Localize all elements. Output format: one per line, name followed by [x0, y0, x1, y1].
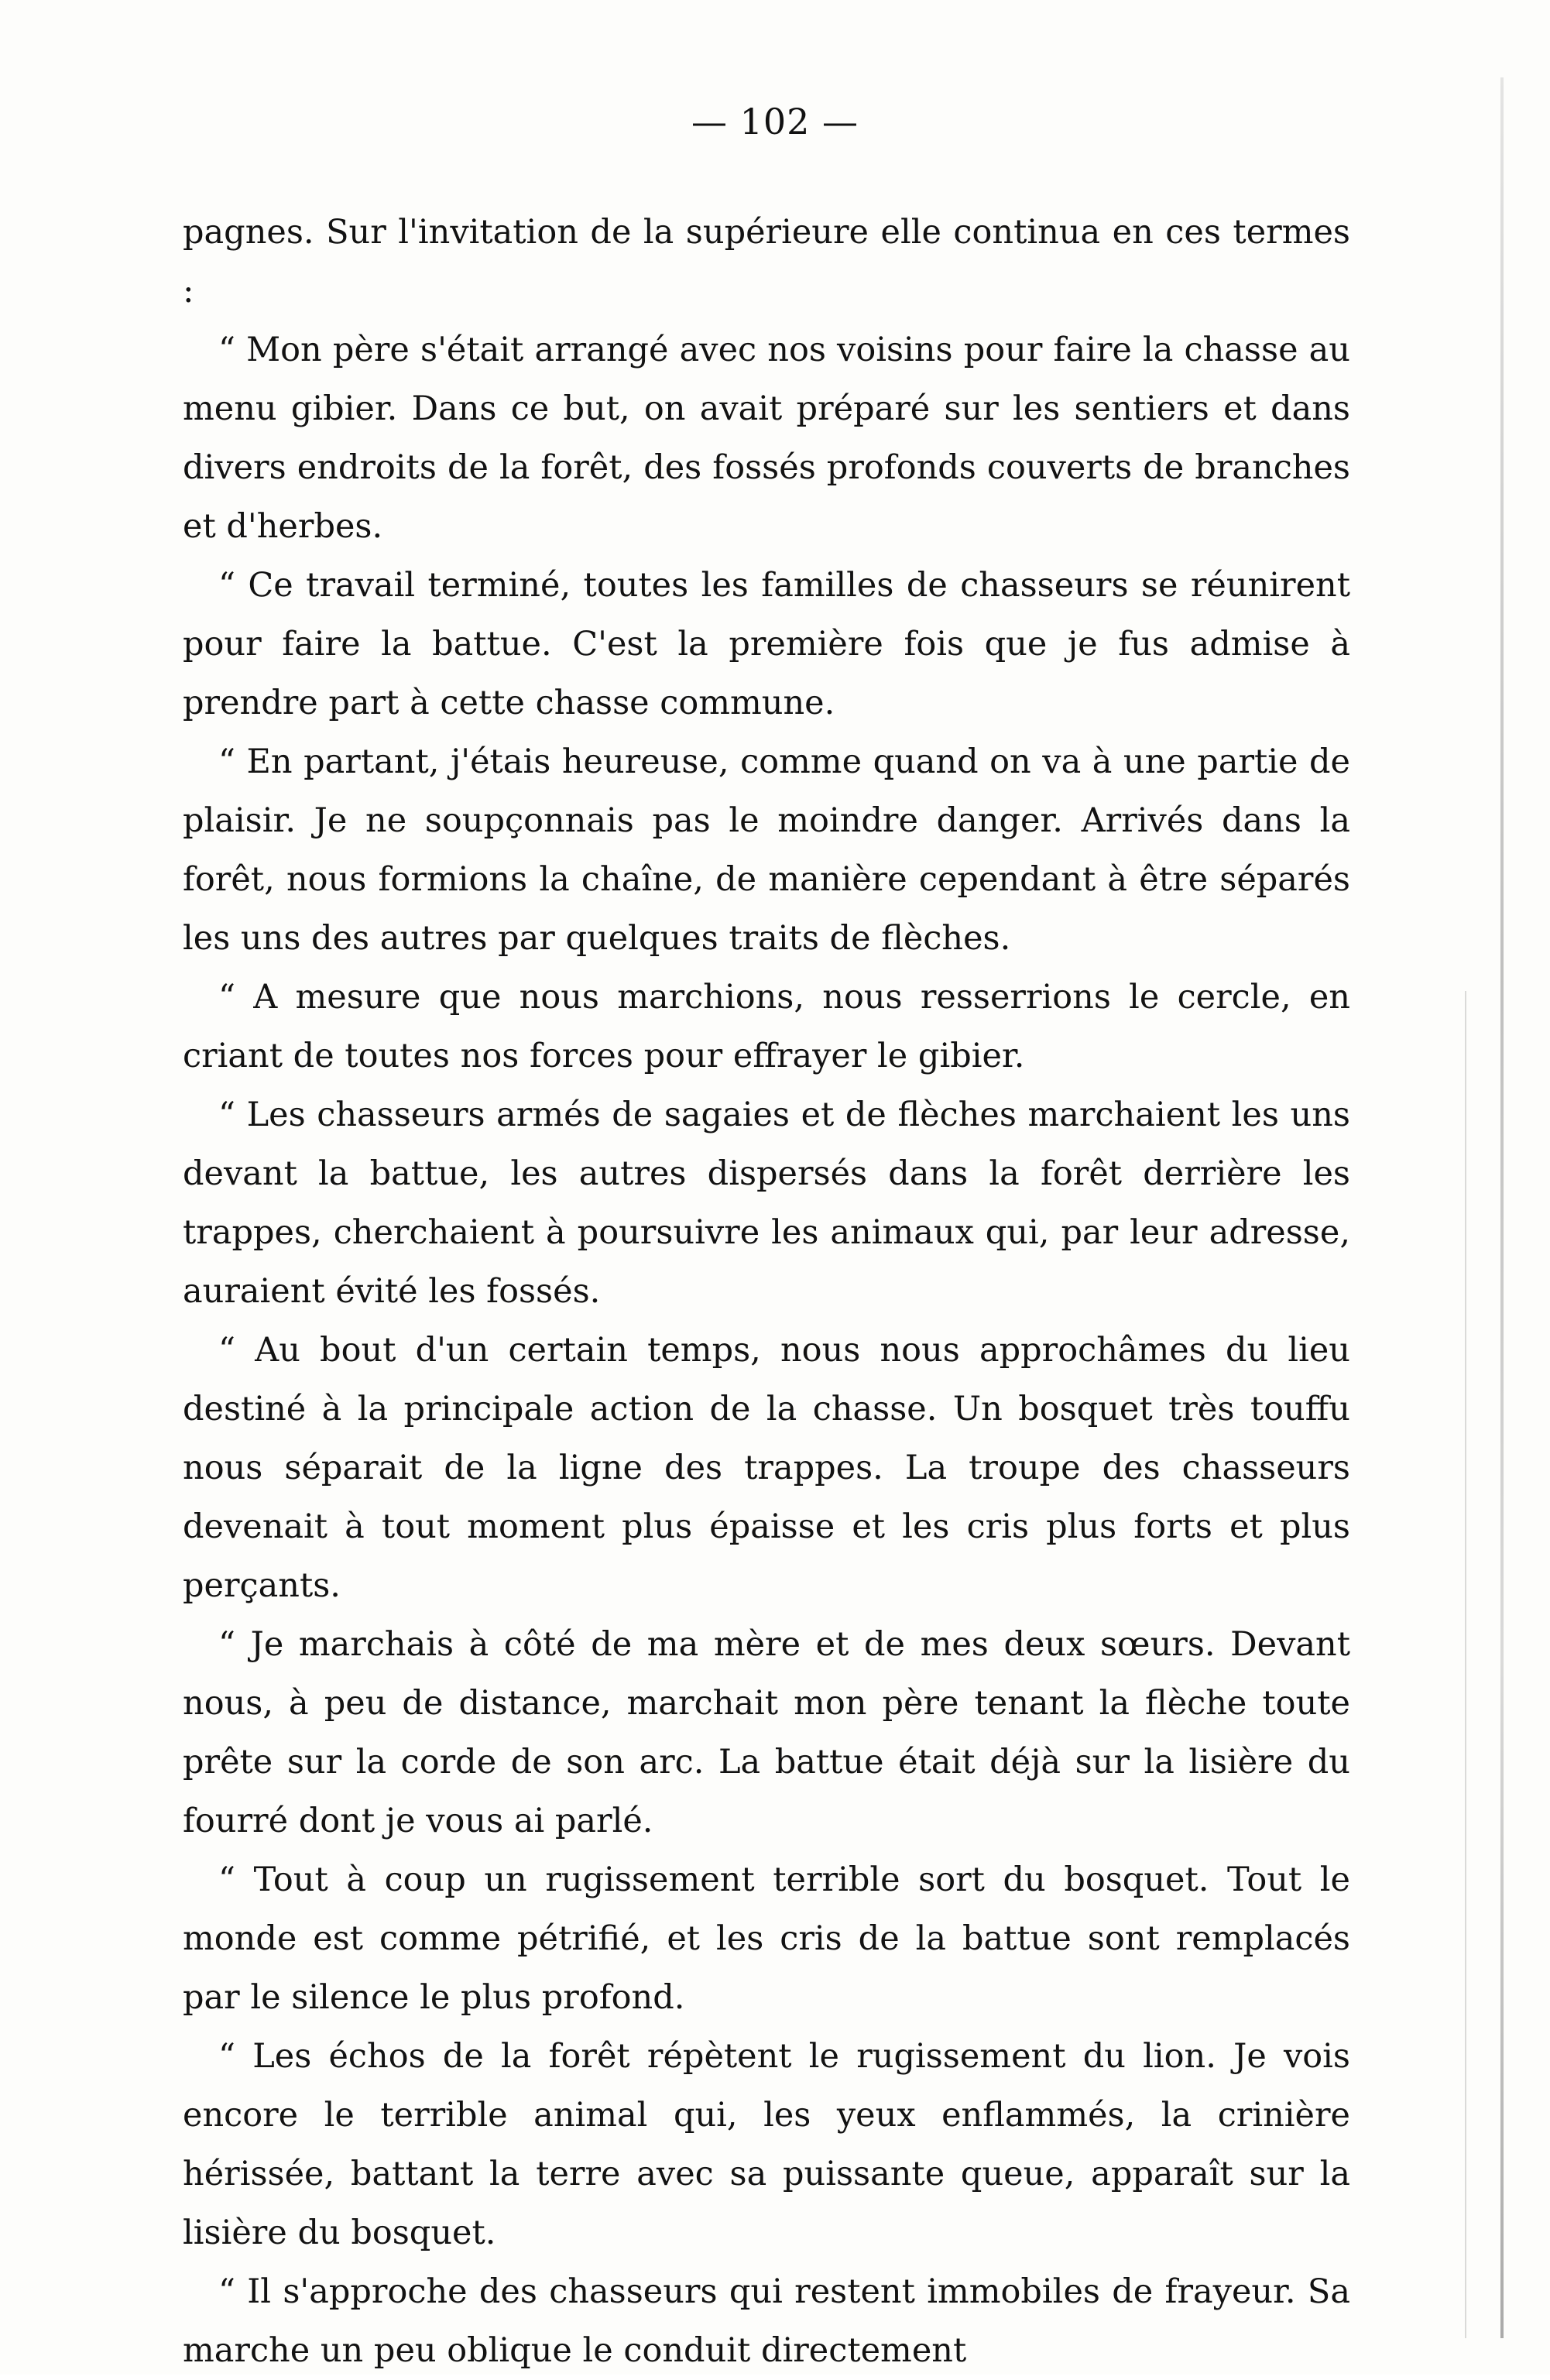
- paragraph: “ Mon père s'était arrangé avec nos voisins pour faire la chasse au menu gibier. Dans ce but, on avait préparé sur les sentiers et dans divers endroits de la forêt, des fossés profonds couverts de branches et d'herbes.: [183, 331, 1350, 546]
- paragraph: “ Tout à coup un rugissement terrible sort du bosquet. Tout le monde est comme pétrifié, et les cris de la battue sont remplacés par le silence le plus profond.: [183, 1860, 1350, 2017]
- page-edge-line: [1465, 991, 1466, 2338]
- paragraph: “ A mesure que nous marchions, nous resserrions le cercle, en criant de toutes nos forces pour effrayer le gibier.: [183, 978, 1350, 1075]
- paragraph: “ Il s'approche des chasseurs qui restent immobiles de frayeur. Sa marche un peu oblique le conduit directement: [183, 2272, 1350, 2370]
- page-number: — 102 —: [691, 101, 859, 142]
- paragraph: “ Ce travail terminé, toutes les familles de chasseurs se réunirent pour faire la battue. C'est la première fois que je fus admise à prendre part à cette chasse commune.: [183, 566, 1350, 722]
- page-edge-shadow: [1500, 77, 1504, 2338]
- paragraph: pagnes. Sur l'invitation de la supérieure elle continua en ces termes :: [183, 213, 1350, 310]
- paragraph: “ Au bout d'un certain temps, nous nous approchâmes du lieu destiné à la principale action de la chasse. Un bosquet très touffu nous séparait de la ligne des trappes. La troupe des chasseurs devenait à tout moment plus épaisse et les cris plus forts et plus perçants.: [183, 1331, 1350, 1605]
- paragraph: “ En partant, j'étais heureuse, comme quand on va à une partie de plaisir. Je ne soupçonnais pas le moindre danger. Arrivés dans la forêt, nous formions la chaîne, de manière cependant à être séparés les uns des autres par quelques traits de flèches.: [183, 742, 1350, 958]
- paragraph: “ Les échos de la forêt répètent le rugissement du lion. Je vois encore le terrible animal qui, les yeux enflammés, la crinière hérissée, battant la terre avec sa puissante queue, apparaît sur la lisière du bosquet.: [183, 2037, 1350, 2252]
- paragraph: “ Je marchais à côté de ma mère et de mes deux sœurs. Devant nous, à peu de distance, marchait mon père tenant la flèche toute prête sur la corde de son arc. La battue était déjà sur la lisière du fourré dont je vous ai parlé.: [183, 1625, 1350, 1840]
- paragraph: “ Les chasseurs armés de sagaies et de flèches marchaient les uns devant la battue, les autres dispersés dans la forêt derrière les trappes, cherchaient à poursuivre les animaux qui, par leur adresse, auraient évité les fossés.: [183, 1096, 1350, 1311]
- body-text: [183, 203, 1350, 2380]
